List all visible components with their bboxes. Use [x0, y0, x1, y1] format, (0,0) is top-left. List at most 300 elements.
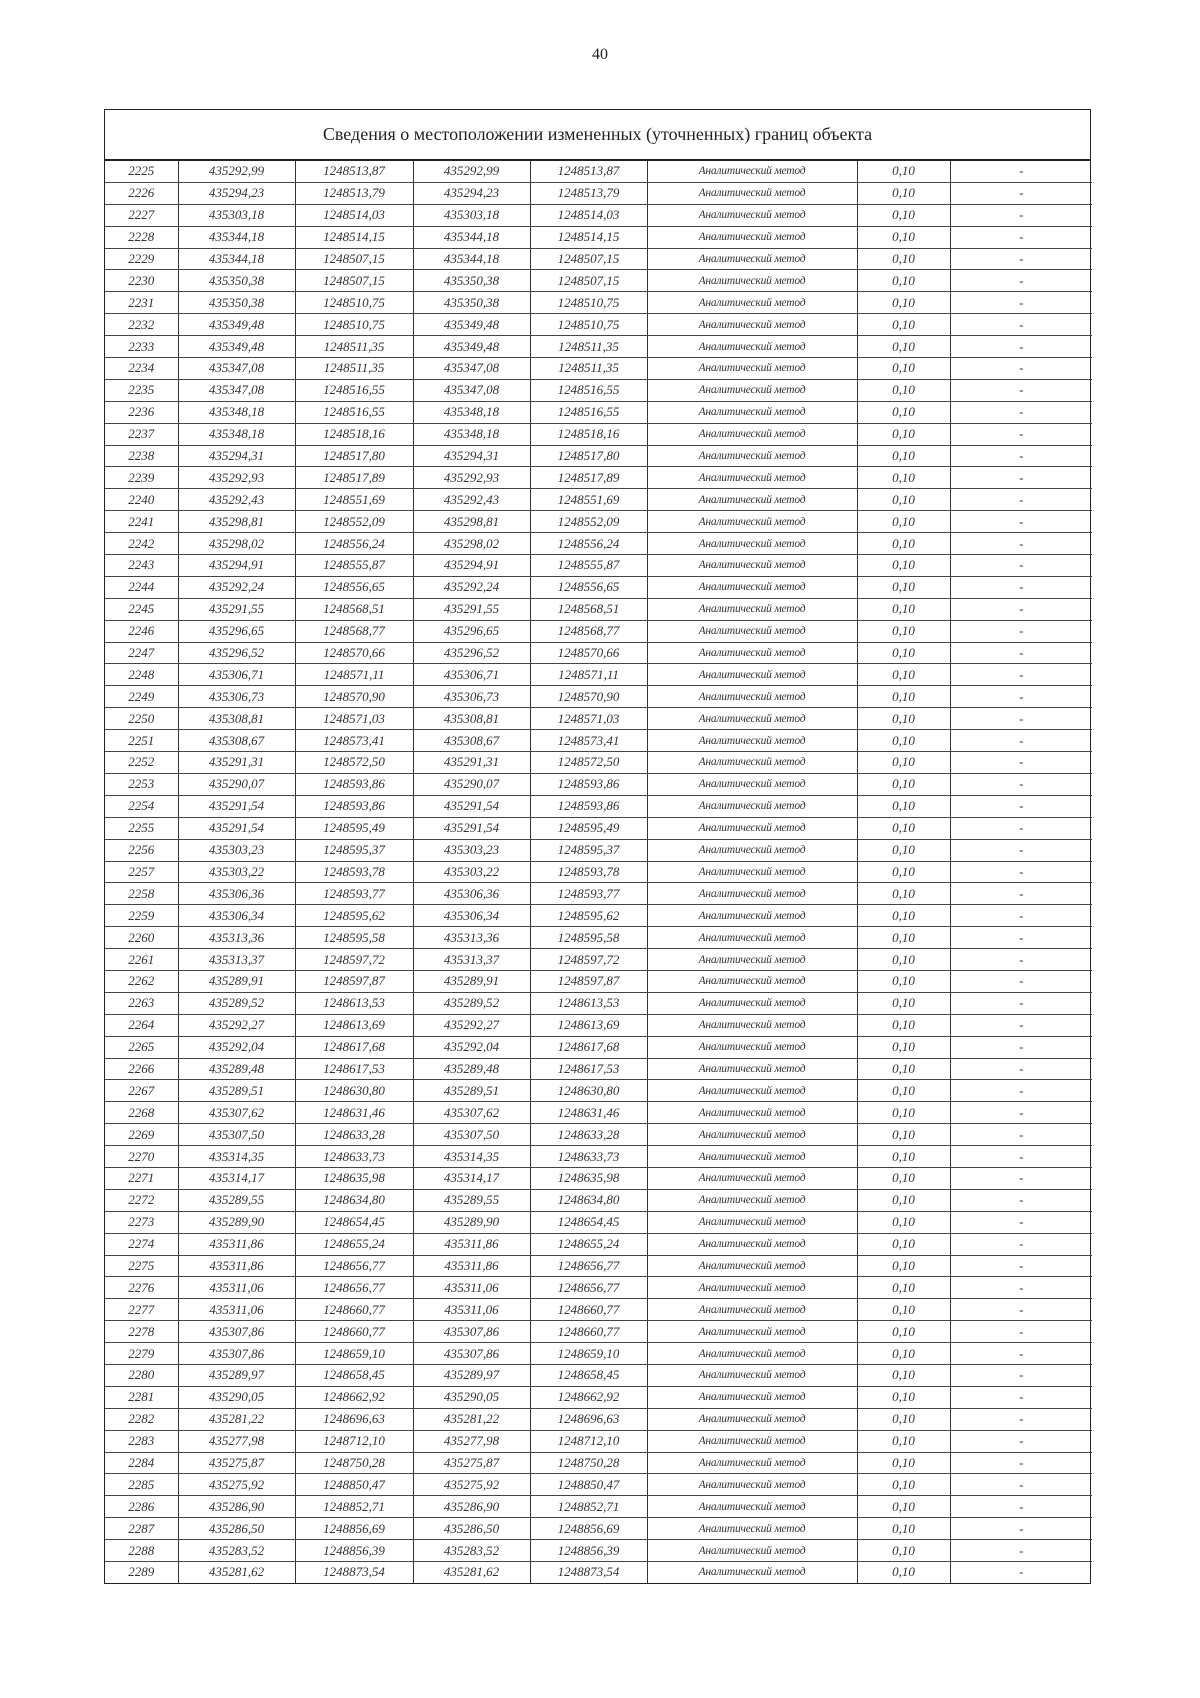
- cell-point-number: 2255: [105, 817, 178, 839]
- cell-accuracy: 0,10: [857, 576, 950, 598]
- cell-x-new: 435289,91: [413, 970, 530, 992]
- table-row: [105, 489, 1092, 511]
- cell-x-old: 435349,48: [178, 314, 295, 336]
- table-row: [105, 927, 1092, 949]
- table-row: [105, 1102, 1092, 1124]
- cell-point-number: 2239: [105, 467, 178, 489]
- cell-note: -: [950, 467, 1092, 489]
- cell-y-new: 1248572,50: [530, 752, 647, 774]
- cell-point-number: 2276: [105, 1277, 178, 1299]
- cell-method: Аналитический метод: [647, 489, 857, 511]
- cell-y-new: 1248595,37: [530, 839, 647, 861]
- cell-y-new: 1248634,80: [530, 1189, 647, 1211]
- cell-accuracy: 0,10: [857, 336, 950, 358]
- cell-point-number: 2228: [105, 226, 178, 248]
- cell-point-number: 2275: [105, 1255, 178, 1277]
- cell-x-old: 435308,67: [178, 730, 295, 752]
- cell-y-new: 1248571,11: [530, 664, 647, 686]
- cell-method: Аналитический метод: [647, 642, 857, 664]
- page-number: 40: [592, 46, 608, 63]
- cell-note: -: [950, 489, 1092, 511]
- cell-x-new: 435350,38: [413, 270, 530, 292]
- cell-x-new: 435283,52: [413, 1540, 530, 1562]
- table-row: [105, 336, 1092, 358]
- cell-point-number: 2241: [105, 511, 178, 533]
- cell-x-new: 435303,23: [413, 839, 530, 861]
- cell-x-old: 435307,86: [178, 1343, 295, 1365]
- cell-accuracy: 0,10: [857, 795, 950, 817]
- cell-x-old: 435290,05: [178, 1386, 295, 1408]
- cell-method: Аналитический метод: [647, 1124, 857, 1146]
- cell-note: -: [950, 642, 1092, 664]
- cell-accuracy: 0,10: [857, 686, 950, 708]
- cell-x-old: 435298,02: [178, 533, 295, 555]
- cell-accuracy: 0,10: [857, 664, 950, 686]
- cell-x-new: 435313,37: [413, 949, 530, 971]
- cell-x-old: 435292,24: [178, 576, 295, 598]
- cell-y-old: 1248658,45: [295, 1364, 413, 1386]
- cell-method: Аналитический метод: [647, 1014, 857, 1036]
- cell-x-old: 435306,73: [178, 686, 295, 708]
- cell-y-old: 1248571,11: [295, 664, 413, 686]
- table-row: [105, 730, 1092, 752]
- cell-x-new: 435311,06: [413, 1277, 530, 1299]
- table-row: [105, 1167, 1092, 1189]
- cell-x-new: 435286,50: [413, 1518, 530, 1540]
- cell-accuracy: 0,10: [857, 752, 950, 774]
- cell-method: Аналитический метод: [647, 401, 857, 423]
- cell-accuracy: 0,10: [857, 423, 950, 445]
- cell-y-old: 1248568,77: [295, 620, 413, 642]
- cell-method: Аналитический метод: [647, 1277, 857, 1299]
- table-row: [105, 379, 1092, 401]
- cell-y-old: 1248517,89: [295, 467, 413, 489]
- cell-x-new: 435294,91: [413, 555, 530, 577]
- table-row: [105, 1014, 1092, 1036]
- cell-x-new: 435306,34: [413, 905, 530, 927]
- coordinates-table-body: [105, 161, 1092, 1583]
- cell-x-old: 435290,07: [178, 773, 295, 795]
- cell-x-new: 435348,18: [413, 423, 530, 445]
- cell-point-number: 2232: [105, 314, 178, 336]
- cell-point-number: 2263: [105, 992, 178, 1014]
- cell-y-old: 1248513,79: [295, 182, 413, 204]
- cell-method: Аналитический метод: [647, 182, 857, 204]
- table-row: [105, 1080, 1092, 1102]
- cell-point-number: 2269: [105, 1124, 178, 1146]
- cell-point-number: 2245: [105, 598, 178, 620]
- cell-point-number: 2226: [105, 182, 178, 204]
- cell-y-old: 1248597,87: [295, 970, 413, 992]
- cell-x-old: 435311,86: [178, 1233, 295, 1255]
- cell-point-number: 2259: [105, 905, 178, 927]
- cell-y-new: 1248617,53: [530, 1058, 647, 1080]
- cell-accuracy: 0,10: [857, 598, 950, 620]
- cell-y-new: 1248655,24: [530, 1233, 647, 1255]
- cell-x-new: 435291,31: [413, 752, 530, 774]
- cell-note: -: [950, 1540, 1092, 1562]
- cell-y-new: 1248516,55: [530, 379, 647, 401]
- cell-y-old: 1248595,58: [295, 927, 413, 949]
- cell-method: Аналитический метод: [647, 1058, 857, 1080]
- cell-method: Аналитический метод: [647, 708, 857, 730]
- cell-x-old: 435289,55: [178, 1189, 295, 1211]
- cell-accuracy: 0,10: [857, 182, 950, 204]
- table-row: [105, 1496, 1092, 1518]
- cell-note: -: [950, 817, 1092, 839]
- cell-y-new: 1248513,87: [530, 161, 647, 182]
- cell-accuracy: 0,10: [857, 1321, 950, 1343]
- cell-y-new: 1248662,92: [530, 1386, 647, 1408]
- cell-y-old: 1248510,75: [295, 314, 413, 336]
- cell-y-new: 1248696,63: [530, 1408, 647, 1430]
- cell-y-old: 1248570,90: [295, 686, 413, 708]
- cell-point-number: 2240: [105, 489, 178, 511]
- cell-y-old: 1248517,80: [295, 445, 413, 467]
- cell-point-number: 2238: [105, 445, 178, 467]
- cell-y-new: 1248513,79: [530, 182, 647, 204]
- cell-note: -: [950, 686, 1092, 708]
- cell-x-new: 435307,86: [413, 1343, 530, 1365]
- cell-x-new: 435296,52: [413, 642, 530, 664]
- table-row: [105, 533, 1092, 555]
- cell-x-new: 435311,86: [413, 1255, 530, 1277]
- cell-x-new: 435348,18: [413, 401, 530, 423]
- cell-point-number: 2287: [105, 1518, 178, 1540]
- cell-y-new: 1248570,90: [530, 686, 647, 708]
- cell-y-new: 1248571,03: [530, 708, 647, 730]
- cell-note: -: [950, 752, 1092, 774]
- cell-point-number: 2256: [105, 839, 178, 861]
- cell-y-new: 1248750,28: [530, 1452, 647, 1474]
- table-row: [105, 970, 1092, 992]
- cell-note: -: [950, 1474, 1092, 1496]
- cell-x-old: 435303,23: [178, 839, 295, 861]
- cell-accuracy: 0,10: [857, 1474, 950, 1496]
- cell-accuracy: 0,10: [857, 927, 950, 949]
- cell-x-new: 435275,87: [413, 1452, 530, 1474]
- cell-accuracy: 0,10: [857, 1211, 950, 1233]
- cell-note: -: [950, 1036, 1092, 1058]
- table-row: [105, 1430, 1092, 1452]
- cell-accuracy: 0,10: [857, 204, 950, 226]
- cell-y-new: 1248593,77: [530, 883, 647, 905]
- cell-y-new: 1248850,47: [530, 1474, 647, 1496]
- cell-y-new: 1248510,75: [530, 314, 647, 336]
- cell-accuracy: 0,10: [857, 839, 950, 861]
- cell-y-new: 1248551,69: [530, 489, 647, 511]
- cell-note: -: [950, 292, 1092, 314]
- cell-note: -: [950, 1211, 1092, 1233]
- cell-accuracy: 0,10: [857, 1124, 950, 1146]
- cell-y-old: 1248556,24: [295, 533, 413, 555]
- cell-x-old: 435291,31: [178, 752, 295, 774]
- cell-x-old: 435294,23: [178, 182, 295, 204]
- table-row: [105, 1299, 1092, 1321]
- cell-point-number: 2227: [105, 204, 178, 226]
- cell-method: Аналитический метод: [647, 511, 857, 533]
- cell-point-number: 2289: [105, 1562, 178, 1583]
- cell-y-new: 1248507,15: [530, 270, 647, 292]
- cell-x-old: 435298,81: [178, 511, 295, 533]
- cell-y-new: 1248597,72: [530, 949, 647, 971]
- cell-note: -: [950, 270, 1092, 292]
- cell-y-new: 1248556,24: [530, 533, 647, 555]
- cell-accuracy: 0,10: [857, 1430, 950, 1452]
- table-row: [105, 817, 1092, 839]
- table-row: [105, 752, 1092, 774]
- cell-y-old: 1248750,28: [295, 1452, 413, 1474]
- cell-method: Аналитический метод: [647, 1386, 857, 1408]
- cell-note: -: [950, 1277, 1092, 1299]
- cell-method: Аналитический метод: [647, 1189, 857, 1211]
- table-row: [105, 1277, 1092, 1299]
- cell-note: -: [950, 905, 1092, 927]
- cell-y-new: 1248507,15: [530, 248, 647, 270]
- cell-y-old: 1248633,73: [295, 1146, 413, 1168]
- cell-x-new: 435291,55: [413, 598, 530, 620]
- cell-y-new: 1248654,45: [530, 1211, 647, 1233]
- table-row: [105, 292, 1092, 314]
- cell-accuracy: 0,10: [857, 1014, 950, 1036]
- cell-accuracy: 0,10: [857, 489, 950, 511]
- cell-accuracy: 0,10: [857, 1386, 950, 1408]
- cell-y-new: 1248658,45: [530, 1364, 647, 1386]
- cell-method: Аналитический метод: [647, 730, 857, 752]
- cell-y-old: 1248570,66: [295, 642, 413, 664]
- table-row: [105, 1321, 1092, 1343]
- cell-note: -: [950, 1124, 1092, 1146]
- cell-y-old: 1248631,46: [295, 1102, 413, 1124]
- cell-x-new: 435292,24: [413, 576, 530, 598]
- cell-accuracy: 0,10: [857, 467, 950, 489]
- cell-y-old: 1248516,55: [295, 401, 413, 423]
- cell-x-new: 435292,27: [413, 1014, 530, 1036]
- cell-x-new: 435289,55: [413, 1189, 530, 1211]
- cell-point-number: 2244: [105, 576, 178, 598]
- cell-point-number: 2272: [105, 1189, 178, 1211]
- cell-note: -: [950, 1255, 1092, 1277]
- cell-point-number: 2262: [105, 970, 178, 992]
- cell-y-old: 1248511,35: [295, 358, 413, 380]
- cell-accuracy: 0,10: [857, 730, 950, 752]
- cell-method: Аналитический метод: [647, 1255, 857, 1277]
- cell-point-number: 2264: [105, 1014, 178, 1036]
- cell-y-new: 1248633,73: [530, 1146, 647, 1168]
- cell-y-new: 1248656,77: [530, 1255, 647, 1277]
- cell-method: Аналитический метод: [647, 576, 857, 598]
- table-row: [105, 1058, 1092, 1080]
- cell-note: -: [950, 182, 1092, 204]
- cell-x-old: 435289,97: [178, 1364, 295, 1386]
- cell-point-number: 2261: [105, 949, 178, 971]
- cell-note: -: [950, 773, 1092, 795]
- cell-x-new: 435350,38: [413, 292, 530, 314]
- table-row: [105, 839, 1092, 861]
- cell-accuracy: 0,10: [857, 1102, 950, 1124]
- cell-note: -: [950, 314, 1092, 336]
- table-row: [105, 467, 1092, 489]
- cell-point-number: 2254: [105, 795, 178, 817]
- cell-x-new: 435289,51: [413, 1080, 530, 1102]
- cell-x-old: 435292,43: [178, 489, 295, 511]
- cell-y-new: 1248633,28: [530, 1124, 647, 1146]
- cell-x-old: 435308,81: [178, 708, 295, 730]
- cell-method: Аналитический метод: [647, 1408, 857, 1430]
- coordinates-table: [105, 161, 1092, 1583]
- cell-x-new: 435308,81: [413, 708, 530, 730]
- cell-y-new: 1248510,75: [530, 292, 647, 314]
- cell-note: -: [950, 576, 1092, 598]
- cell-point-number: 2243: [105, 555, 178, 577]
- cell-y-old: 1248852,71: [295, 1496, 413, 1518]
- cell-x-new: 435306,71: [413, 664, 530, 686]
- cell-accuracy: 0,10: [857, 1343, 950, 1365]
- cell-y-new: 1248852,71: [530, 1496, 647, 1518]
- cell-note: -: [950, 883, 1092, 905]
- cell-x-old: 435289,48: [178, 1058, 295, 1080]
- cell-y-new: 1248518,16: [530, 423, 647, 445]
- cell-y-old: 1248696,63: [295, 1408, 413, 1430]
- cell-x-new: 435307,50: [413, 1124, 530, 1146]
- cell-point-number: 2286: [105, 1496, 178, 1518]
- cell-x-new: 435275,92: [413, 1474, 530, 1496]
- cell-method: Аналитический метод: [647, 664, 857, 686]
- cell-x-old: 435296,65: [178, 620, 295, 642]
- cell-y-old: 1248873,54: [295, 1562, 413, 1583]
- table-row: [105, 445, 1092, 467]
- cell-y-new: 1248573,41: [530, 730, 647, 752]
- cell-accuracy: 0,10: [857, 1146, 950, 1168]
- cell-method: Аналитический метод: [647, 1321, 857, 1343]
- cell-x-new: 435349,48: [413, 314, 530, 336]
- cell-y-old: 1248514,03: [295, 204, 413, 226]
- table-title: Сведения о местоположении измененных (уточненных) границ объекта: [105, 110, 1090, 161]
- cell-method: Аналитический метод: [647, 1518, 857, 1540]
- cell-method: Аналитический метод: [647, 817, 857, 839]
- cell-note: -: [950, 161, 1092, 182]
- cell-x-new: 435281,62: [413, 1562, 530, 1583]
- cell-x-old: 435283,52: [178, 1540, 295, 1562]
- cell-y-old: 1248656,77: [295, 1277, 413, 1299]
- table-row: [105, 358, 1092, 380]
- cell-point-number: 2249: [105, 686, 178, 708]
- table-row: [105, 708, 1092, 730]
- cell-x-old: 435306,36: [178, 883, 295, 905]
- table-row: [105, 642, 1092, 664]
- cell-y-old: 1248712,10: [295, 1430, 413, 1452]
- cell-method: Аналитический метод: [647, 949, 857, 971]
- cell-accuracy: 0,10: [857, 620, 950, 642]
- cell-y-new: 1248595,62: [530, 905, 647, 927]
- cell-x-new: 435306,73: [413, 686, 530, 708]
- cell-x-old: 435306,34: [178, 905, 295, 927]
- cell-y-new: 1248659,10: [530, 1343, 647, 1365]
- cell-accuracy: 0,10: [857, 1255, 950, 1277]
- cell-x-new: 435311,06: [413, 1299, 530, 1321]
- cell-accuracy: 0,10: [857, 555, 950, 577]
- boundary-table-sheet: [104, 109, 1091, 1584]
- cell-method: Аналитический метод: [647, 270, 857, 292]
- cell-x-old: 435313,36: [178, 927, 295, 949]
- cell-note: -: [950, 1496, 1092, 1518]
- cell-method: Аналитический метод: [647, 1343, 857, 1365]
- cell-accuracy: 0,10: [857, 708, 950, 730]
- cell-x-new: 435286,90: [413, 1496, 530, 1518]
- cell-point-number: 2281: [105, 1386, 178, 1408]
- table-row: [105, 511, 1092, 533]
- cell-method: Аналитический метод: [647, 1080, 857, 1102]
- cell-x-old: 435286,90: [178, 1496, 295, 1518]
- cell-method: Аналитический метод: [647, 1036, 857, 1058]
- cell-x-old: 435281,62: [178, 1562, 295, 1583]
- cell-x-new: 435347,08: [413, 379, 530, 401]
- cell-y-old: 1248593,78: [295, 861, 413, 883]
- table-row: [105, 555, 1092, 577]
- cell-x-new: 435347,08: [413, 358, 530, 380]
- cell-y-new: 1248511,35: [530, 336, 647, 358]
- table-row: [105, 314, 1092, 336]
- cell-y-old: 1248593,86: [295, 795, 413, 817]
- cell-method: Аналитический метод: [647, 1146, 857, 1168]
- cell-method: Аналитический метод: [647, 292, 857, 314]
- table-row: [105, 1124, 1092, 1146]
- table-row: [105, 1562, 1092, 1583]
- cell-y-old: 1248635,98: [295, 1167, 413, 1189]
- cell-point-number: 2253: [105, 773, 178, 795]
- cell-point-number: 2251: [105, 730, 178, 752]
- table-row: [105, 861, 1092, 883]
- cell-accuracy: 0,10: [857, 1518, 950, 1540]
- cell-x-new: 435307,62: [413, 1102, 530, 1124]
- cell-note: -: [950, 1364, 1092, 1386]
- cell-point-number: 2273: [105, 1211, 178, 1233]
- cell-accuracy: 0,10: [857, 161, 950, 182]
- cell-x-old: 435286,50: [178, 1518, 295, 1540]
- cell-y-new: 1248595,58: [530, 927, 647, 949]
- cell-accuracy: 0,10: [857, 511, 950, 533]
- table-row: [105, 1408, 1092, 1430]
- cell-x-new: 435289,97: [413, 1364, 530, 1386]
- cell-x-old: 435311,06: [178, 1299, 295, 1321]
- cell-y-new: 1248613,69: [530, 1014, 647, 1036]
- cell-accuracy: 0,10: [857, 992, 950, 1014]
- cell-method: Аналитический метод: [647, 1211, 857, 1233]
- cell-y-new: 1248552,09: [530, 511, 647, 533]
- cell-accuracy: 0,10: [857, 1233, 950, 1255]
- cell-x-new: 435290,07: [413, 773, 530, 795]
- table-row: [105, 664, 1092, 686]
- cell-accuracy: 0,10: [857, 1540, 950, 1562]
- cell-note: -: [950, 1058, 1092, 1080]
- cell-note: -: [950, 1518, 1092, 1540]
- cell-method: Аналитический метод: [647, 248, 857, 270]
- cell-x-old: 435350,38: [178, 292, 295, 314]
- cell-y-new: 1248597,87: [530, 970, 647, 992]
- cell-x-old: 435281,22: [178, 1408, 295, 1430]
- cell-method: Аналитический метод: [647, 905, 857, 927]
- cell-x-old: 435291,54: [178, 795, 295, 817]
- cell-x-new: 435291,54: [413, 795, 530, 817]
- cell-accuracy: 0,10: [857, 817, 950, 839]
- cell-point-number: 2257: [105, 861, 178, 883]
- cell-method: Аналитический метод: [647, 992, 857, 1014]
- cell-note: -: [950, 1167, 1092, 1189]
- cell-method: Аналитический метод: [647, 1102, 857, 1124]
- cell-accuracy: 0,10: [857, 1277, 950, 1299]
- cell-point-number: 2237: [105, 423, 178, 445]
- cell-y-new: 1248517,89: [530, 467, 647, 489]
